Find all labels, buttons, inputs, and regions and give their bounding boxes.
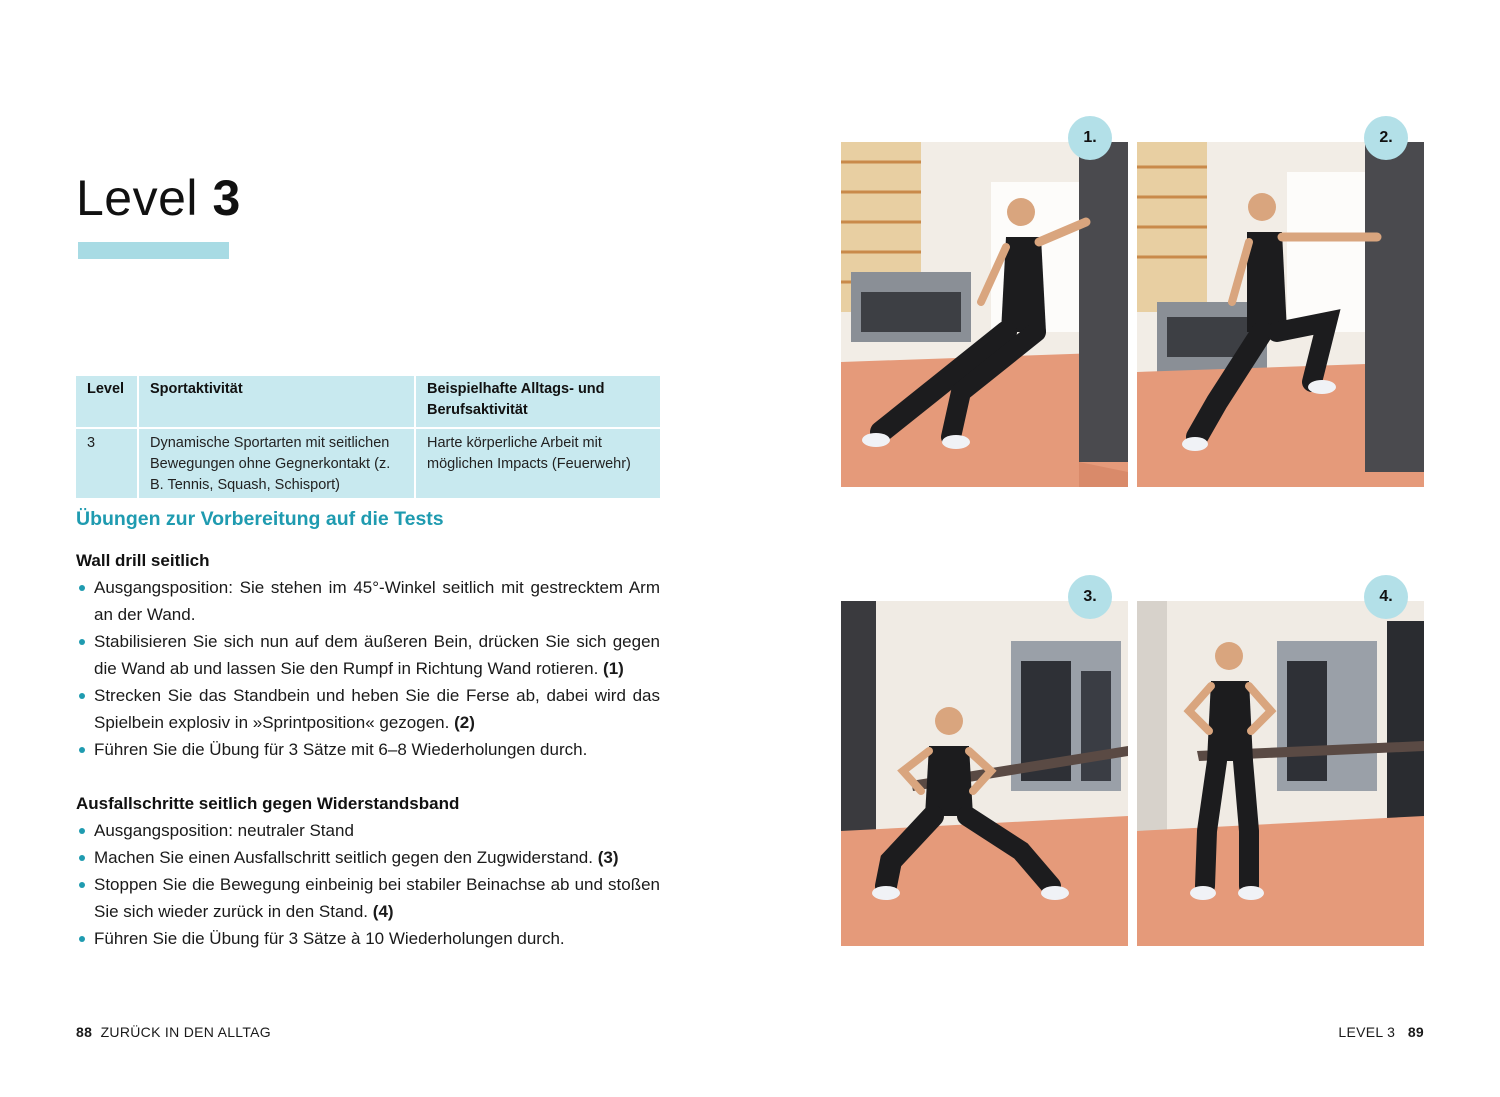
list-item bbox=[76, 925, 660, 952]
step-text: Strecken Sie das Standbein und heben Sie die Ferse ab, dabei wird das Spielbein explosiv in »Sprintposition« gezogen. bbox=[94, 686, 660, 732]
running-title: LEVEL 3 bbox=[1338, 1024, 1396, 1040]
title-number: 3 bbox=[212, 170, 241, 226]
bullet-icon bbox=[79, 639, 85, 645]
bullet-icon bbox=[79, 882, 85, 888]
list-item bbox=[76, 628, 660, 682]
list-item bbox=[76, 574, 660, 628]
step-number-badge: 4. bbox=[1364, 575, 1408, 619]
step-text: Machen Sie einen Ausfallschritt seitlich gegen den Zugwiderstand. bbox=[94, 848, 593, 867]
step-text: Stoppen Sie die Bewegung einbeinig bei stabiler Beinachse ab und stoßen Sie sich wieder zurück in den Stand. bbox=[94, 875, 660, 921]
list-item bbox=[76, 736, 660, 763]
header-work: Beispielhafte Alltags- und Berufsaktivität bbox=[427, 381, 605, 418]
exercise-title: Wall drill seitlich bbox=[76, 551, 210, 570]
list-item bbox=[76, 682, 660, 736]
page-title bbox=[76, 168, 241, 228]
title-prefix: Level bbox=[76, 170, 199, 226]
bullet-icon bbox=[79, 747, 85, 753]
step-text: Ausgangsposition: Sie stehen im 45°-Winkel seitlich mit gestrecktem Arm an der Wand. bbox=[94, 578, 660, 624]
step-number-badge: 1. bbox=[1068, 116, 1112, 160]
figure-ref: (1) bbox=[603, 659, 624, 678]
exercise-wall-drill bbox=[76, 547, 660, 763]
header-level: Level bbox=[76, 376, 138, 428]
cell-level: 3 bbox=[76, 428, 138, 498]
step-text: Stabilisieren Sie sich nun auf dem äußeren Bein, drücken Sie sich gegen die Wand ab und lassen Sie den Rumpf in Richtung Wand rotieren. bbox=[94, 632, 660, 678]
left-page-footer bbox=[76, 1023, 271, 1041]
exercise-photo-3 bbox=[841, 601, 1128, 946]
figure-ref: (2) bbox=[454, 713, 475, 732]
list-item bbox=[76, 844, 660, 871]
list-item bbox=[76, 871, 660, 925]
cell-work: Harte körperliche Arbeit mit möglichen Impacts (Feuerwehr) bbox=[427, 435, 631, 472]
section-subheading: Übungen zur Vorbereitung auf die Tests bbox=[76, 508, 444, 530]
exercise-photo-2 bbox=[1137, 142, 1424, 487]
bullet-icon bbox=[79, 828, 85, 834]
header-sport: Sportaktivität bbox=[138, 376, 415, 428]
level-table bbox=[76, 376, 660, 498]
figure-ref: (3) bbox=[597, 848, 619, 867]
exercise-steps bbox=[76, 817, 660, 952]
step-number-badge: 2. bbox=[1364, 116, 1408, 160]
bullet-icon bbox=[79, 855, 85, 861]
exercise-steps bbox=[76, 574, 660, 763]
exercise-photo-4 bbox=[1137, 601, 1424, 946]
bullet-icon bbox=[79, 585, 85, 591]
table-header-row bbox=[76, 376, 660, 428]
exercise-title: Ausfallschritte seitlich gegen Widerstandsband bbox=[76, 794, 460, 813]
right-page-footer bbox=[1338, 1023, 1424, 1041]
step-number-badge: 3. bbox=[1068, 575, 1112, 619]
step-text: Führen Sie die Übung für 3 Sätze à 10 Wiederholungen durch. bbox=[94, 929, 565, 948]
running-title: ZURÜCK IN DEN ALLTAG bbox=[100, 1024, 271, 1040]
cell-sport: Dynamische Sportarten mit seitlichen Bewegungen ohne Gegnerkontakt (z. B. Tennis, Squash, Schisport) bbox=[138, 428, 415, 498]
figure-ref: (4) bbox=[372, 902, 394, 921]
bullet-icon bbox=[79, 693, 85, 699]
step-text: Führen Sie die Übung für 3 Sätze mit 6–8 Wiederholungen durch. bbox=[94, 740, 588, 759]
step-text: Ausgangsposition: neutraler Stand bbox=[94, 821, 354, 840]
bullet-icon bbox=[79, 936, 85, 942]
exercise-photo-1 bbox=[841, 142, 1128, 487]
exercise-lateral-lunges bbox=[76, 790, 660, 952]
list-item bbox=[76, 817, 660, 844]
page-number: 88 bbox=[76, 1024, 93, 1040]
title-accent-bar bbox=[78, 242, 229, 259]
table-row bbox=[76, 428, 660, 498]
page-number: 89 bbox=[1407, 1024, 1424, 1040]
